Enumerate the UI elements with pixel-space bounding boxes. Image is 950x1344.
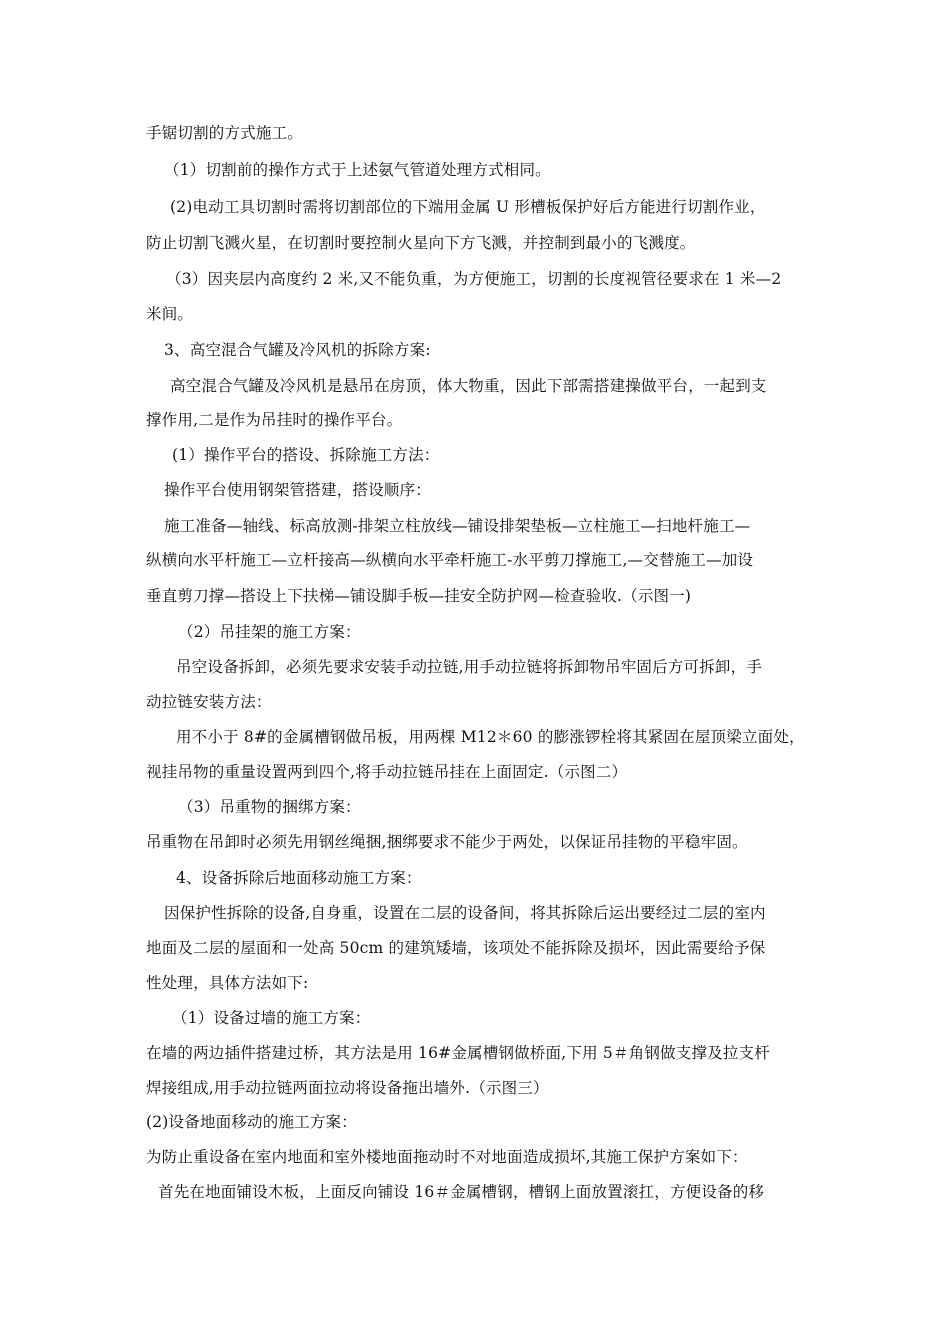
body-text-line: 米间。: [146, 305, 194, 323]
body-text-line: （1）切割前的操作方式于上述氨气管道处理方式相同。: [164, 161, 551, 179]
body-text-line: 吊重物在吊卸时必须先用钢丝绳捆,捆绑要求不能少于两处，以保证吊挂物的平稳牢固。: [146, 833, 748, 851]
subsection-heading: （1）设备过墙的施工方案：: [172, 1009, 371, 1027]
body-text-line: 首先在地面铺设木板，上面反向铺设 16＃金属槽钢，槽钢上面放置滚扛，方便设备的移: [158, 1183, 765, 1201]
section-heading: 4、设备拆除后地面移动施工方案：: [176, 869, 422, 887]
body-text-line: 手锯切割的方式施工。: [146, 124, 304, 142]
body-text-line: 在墙的两边插件搭建过桥，其方法是用 16#金属槽钢做桥面,下用 5＃角钢做支撑及拉支杆: [146, 1044, 770, 1062]
body-text-line: 撑作用,二是作为吊挂时的操作平台。: [146, 411, 403, 429]
body-text-line: 地面及二层的屋面和一处高 50cm 的建筑矮墙，该项处不能拆除及损坏，因此需要给予保: [146, 939, 766, 957]
body-text-line: (2)电动工具切割时需将切割部位的下端用金属 U 形槽板保护好后方能进行切割作业，: [170, 198, 766, 216]
subsection-heading: (1）操作平台的搭设、拆除施工方法：: [172, 446, 440, 464]
body-text-line: 为防止重设备在室内地面和室外楼地面拖动时不对地面造成损坏,其施工保护方案如下：: [146, 1148, 748, 1166]
subsection-heading: （2）吊挂架的施工方案：: [178, 623, 361, 641]
body-text-line: 施工准备—轴线、标高放测-排架立柱放线—铺设排架垫板—立柱施工—扫地杆施工—: [164, 517, 751, 535]
body-text-line: 防止切割飞溅火星，在切割时要控制火星向下方飞溅，并控制到最小的飞溅度。: [146, 234, 696, 252]
body-text-line: 动拉链安装方法：: [146, 693, 272, 711]
body-text-line: 垂直剪刀撑—搭设上下扶梯—铺设脚手板—挂安全防护网—检查验收.（示图一): [146, 587, 692, 605]
body-text-line: 焊接组成,用手动拉链两面拉动将设备拖出墙外.（示图三）: [146, 1079, 549, 1097]
body-text-line: 性处理，具体方法如下:: [146, 974, 309, 992]
body-text-line: 视挂吊物的重量设置两到四个,将手动拉链吊挂在上面固定.（示图二）: [146, 763, 628, 781]
section-heading: 3、高空混合气罐及冷风机的拆除方案:: [164, 341, 431, 359]
body-text-line: 操作平台使用钢架管搭建，搭设顺序：: [164, 481, 431, 499]
body-text-line: 用不小于 8#的金属槽钢做吊板，用两棵 M12＊60 的膨涨锣栓将其紧固在屋顶梁立面处，: [176, 728, 805, 746]
body-text-line: （3）因夹层内高度约 2 米,又不能负重，为方便施工，切割的长度视管径要求在 1 米—2: [166, 270, 782, 288]
subsection-heading: (2)设备地面移动的施工方案：: [146, 1113, 357, 1131]
subsection-heading: （3）吊重物的捆绑方案：: [178, 798, 361, 816]
body-text-line: 高空混合气罐及冷风机是悬吊在房顶，体大物重，因此下部需搭建操做平台，一起到支: [170, 377, 767, 395]
body-text-line: 纵横向水平杆施工—立杆接高—纵横向水平牵杆施工-水平剪刀撑施工,—交替施工—加设: [146, 551, 754, 569]
body-text-line: 吊空设备拆卸，必须先要求安装手动拉链,用手动拉链将拆卸物吊牢固后方可拆卸，手: [176, 658, 763, 676]
body-text-line: 因保护性拆除的设备,自身重，设置在二层的设备间，将其拆除后运出要经过二层的室内: [164, 904, 766, 922]
